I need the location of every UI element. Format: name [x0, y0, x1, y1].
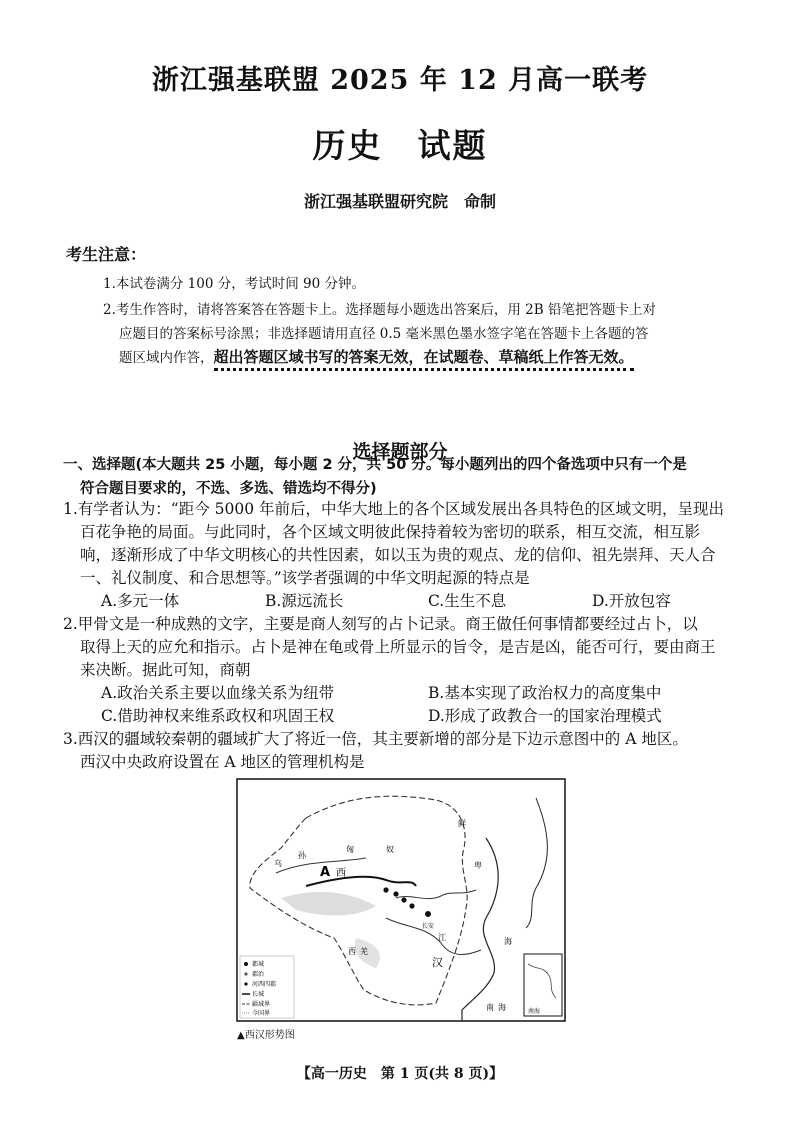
notice-plain-text: 题区域内作答， — [119, 350, 214, 366]
legend-wall: 长城 — [252, 991, 265, 998]
capital-marker — [425, 911, 431, 917]
instruction-line-1: 一、选择题(本大题共 25 小题，每小题 2 分，共 50 分。每小题列出的四个备选项中只有一个是 — [63, 457, 687, 473]
label-han: 汉 — [432, 956, 443, 969]
notice-heading: 考生注意： — [66, 245, 147, 264]
question-1-line-3: 响，逐渐形成了中华文明核心的共性因素，如以玉为贵的观点、龙的信仰、祖先崇拜、天人合 — [80, 546, 716, 564]
section-title: 选择题部分 — [352, 441, 448, 463]
question-2-option-d: D.形成了政教合一的国家治理模式 — [428, 707, 662, 725]
question-2-option-b: B.基本实现了政治权力的高度集中 — [428, 684, 662, 702]
question-2-line-2: 取得上天的应允和指示。占卜是神在龟或骨上所显示的旨令，是吉是凶，能否可行，要由商王 — [80, 638, 716, 656]
label-nu: 奴 — [386, 845, 394, 854]
exam-title: 浙江强基联盟 2025 年 12 月高一联考 — [151, 65, 649, 96]
south-sea-inset — [524, 954, 562, 1016]
question-1-option-a: A.多元一体 — [101, 592, 180, 610]
label-hai: 海 — [504, 937, 512, 946]
notice-item-2-line-1: 2.考生作答时，请将答案答在答题卡上。选择题每小题选出答案后，用 2B 铅笔把答题卡上对 — [103, 302, 656, 318]
hexi-city-marker — [401, 897, 406, 902]
label-a: A — [320, 865, 331, 880]
label-xiqiang: 西 — [348, 947, 356, 956]
notice-item-1: 1.本试卷满分 100 分，考试时间 90 分钟。 — [103, 276, 365, 292]
notice-emphasis-text: 超出答题区域书写的答案无效，在试题卷、草稿纸上作答无效。 — [214, 348, 634, 371]
legend-border: 疆域界 — [252, 1001, 271, 1008]
hexi-city-marker — [383, 887, 388, 892]
subject-title: 历史 试题 — [312, 126, 488, 165]
question-1-line-4: 一、礼仪制度、和合思想等。”该学者强调的中华文明起源的特点是 — [80, 569, 530, 587]
label-jiang: 江 — [438, 933, 446, 942]
label-xian: 鲜 — [458, 819, 466, 828]
question-2-line-1: 2.甲骨文是一种成熟的文字，主要是商人刻写的占卜记录。商王做任何事情都要经过占卜，以 — [63, 615, 698, 633]
legend-commandery: 郡治 — [252, 971, 265, 978]
hexi-city-marker — [409, 903, 414, 908]
label-bei: 卑 — [474, 861, 482, 870]
label-wusun: 乌 — [274, 859, 282, 868]
label-xiongnu: 匈 — [346, 845, 354, 854]
label-nanhai-1: 南 — [486, 1003, 494, 1012]
label-nanhai-2: 海 — [498, 1003, 506, 1012]
question-2-option-a: A.政治关系主要以血缘关系为纽带 — [101, 684, 335, 702]
question-1-option-d: D.开放包容 — [592, 592, 671, 610]
inset-label: 南海 — [528, 1008, 541, 1015]
western-han-map — [236, 778, 566, 1022]
question-2-option-c: C.借助神权来维系政权和巩固王权 — [101, 707, 335, 725]
map-caption: ▲西汉形势图 — [237, 1030, 295, 1041]
question-3-line-2: 西汉中央政府设置在 A 地区的管理机构是 — [80, 753, 365, 771]
label-changan: 长安 — [422, 923, 435, 930]
question-1-line-1: 1.有学者认为：“距今 5000 年前后，中华大地上的各个区域发展出各具特色的区域文明，呈现出 — [63, 500, 725, 518]
hexi-city-marker — [393, 891, 398, 896]
question-1-option-c: C.生生不息 — [428, 592, 507, 610]
legend-hexi-symbol — [244, 982, 247, 985]
label-sun: 孙 — [298, 851, 306, 860]
page-footer: 【高一历史 第 1 页(共 8 页)】 — [296, 1066, 504, 1082]
question-3-line-1: 3.西汉的疆域较秦朝的疆域扩大了将近一倍，其主要新增的部分是下边示意图中的 A 地区。 — [63, 730, 688, 748]
label-qiang: 羌 — [360, 947, 368, 956]
instruction-line-2: 符合题目要求的，不选、多选、错选均不得分) — [80, 481, 377, 497]
question-1-line-2: 百花争艳的局面。与此同时，各个区域文明彼此保持着较为密切的联系，相互交流，相互影 — [80, 523, 701, 541]
notice-item-2-line-3 — [119, 346, 634, 367]
maker-line: 浙江强基联盟研究院 命制 — [303, 192, 496, 211]
notice-item-2-line-2: 应题目的答案标号涂黑；非选择题请用直径 0.5 毫米黑色墨水签字笔在答题卡上各题的答 — [119, 326, 649, 342]
legend-hexi: 河西四郡 — [252, 981, 277, 988]
label-xi: 西 — [336, 868, 346, 879]
legend-modern-border: 今国界 — [252, 1010, 271, 1017]
legend-capital-symbol — [244, 962, 248, 966]
question-2-line-3: 来决断。据此可知，商朝 — [80, 661, 251, 679]
legend-capital: 都城 — [252, 961, 265, 968]
legend-commandery-symbol — [244, 972, 247, 975]
question-1-option-b: B.源远流长 — [265, 592, 344, 610]
